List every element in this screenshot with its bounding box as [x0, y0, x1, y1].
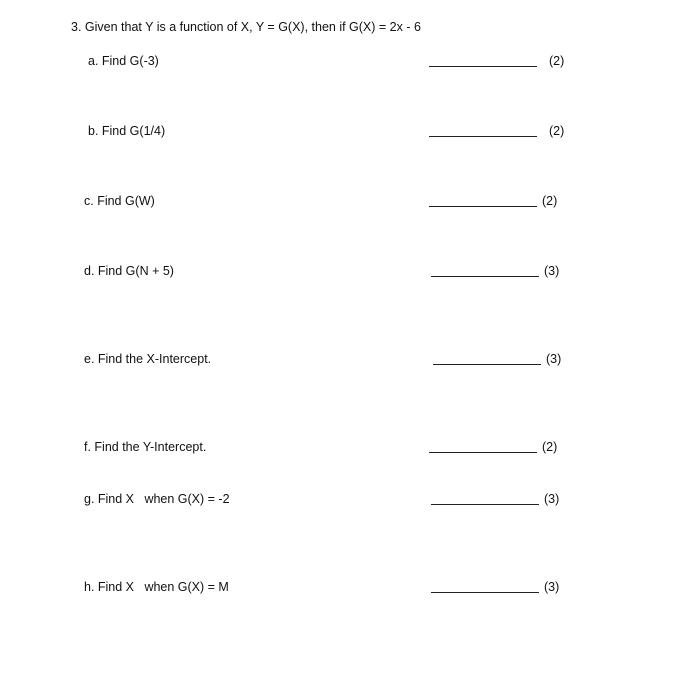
- answer-blank-line[interactable]: [431, 276, 539, 277]
- answer-blank-line[interactable]: [433, 364, 541, 365]
- item-label: g. Find X when G(X) = -2: [84, 492, 230, 506]
- answer-blank-line[interactable]: [429, 66, 537, 67]
- item-label: d. Find G(N + 5): [84, 264, 174, 278]
- points-value: (3): [546, 352, 562, 366]
- question-item-d: [0, 264, 683, 282]
- item-label: a. Find G(-3): [88, 54, 159, 68]
- question-item-a: [0, 54, 683, 72]
- answer-blank-line[interactable]: [429, 136, 537, 137]
- answer-blank-line[interactable]: [431, 592, 539, 593]
- points-value: (2): [549, 54, 565, 68]
- points-value: (2): [542, 194, 558, 208]
- item-label: h. Find X when G(X) = M: [84, 580, 229, 594]
- points-value: (2): [542, 440, 558, 454]
- answer-blank-line[interactable]: [431, 504, 539, 505]
- points-value: (2): [549, 124, 565, 138]
- question-item-b: [0, 124, 683, 142]
- points-value: (3): [544, 580, 560, 594]
- question-item-h: [0, 580, 683, 598]
- item-label: e. Find the X-Intercept.: [84, 352, 212, 366]
- answer-blank-line[interactable]: [429, 206, 537, 207]
- question-item-g: [0, 492, 683, 510]
- points-value: (3): [544, 492, 560, 506]
- points-value: (3): [544, 264, 560, 278]
- answer-blank-line[interactable]: [429, 452, 537, 453]
- question-item-e: [0, 352, 683, 370]
- item-label: b. Find G(1/4): [88, 124, 166, 138]
- item-label: f. Find the Y-Intercept.: [84, 440, 207, 454]
- item-label: c. Find G(W): [84, 194, 155, 208]
- question-title: 3. Given that Y is a function of X, Y = G(X), then if G(X) = 2x - 6: [71, 20, 421, 34]
- question-item-c: [0, 194, 683, 212]
- question-item-f: [0, 440, 683, 458]
